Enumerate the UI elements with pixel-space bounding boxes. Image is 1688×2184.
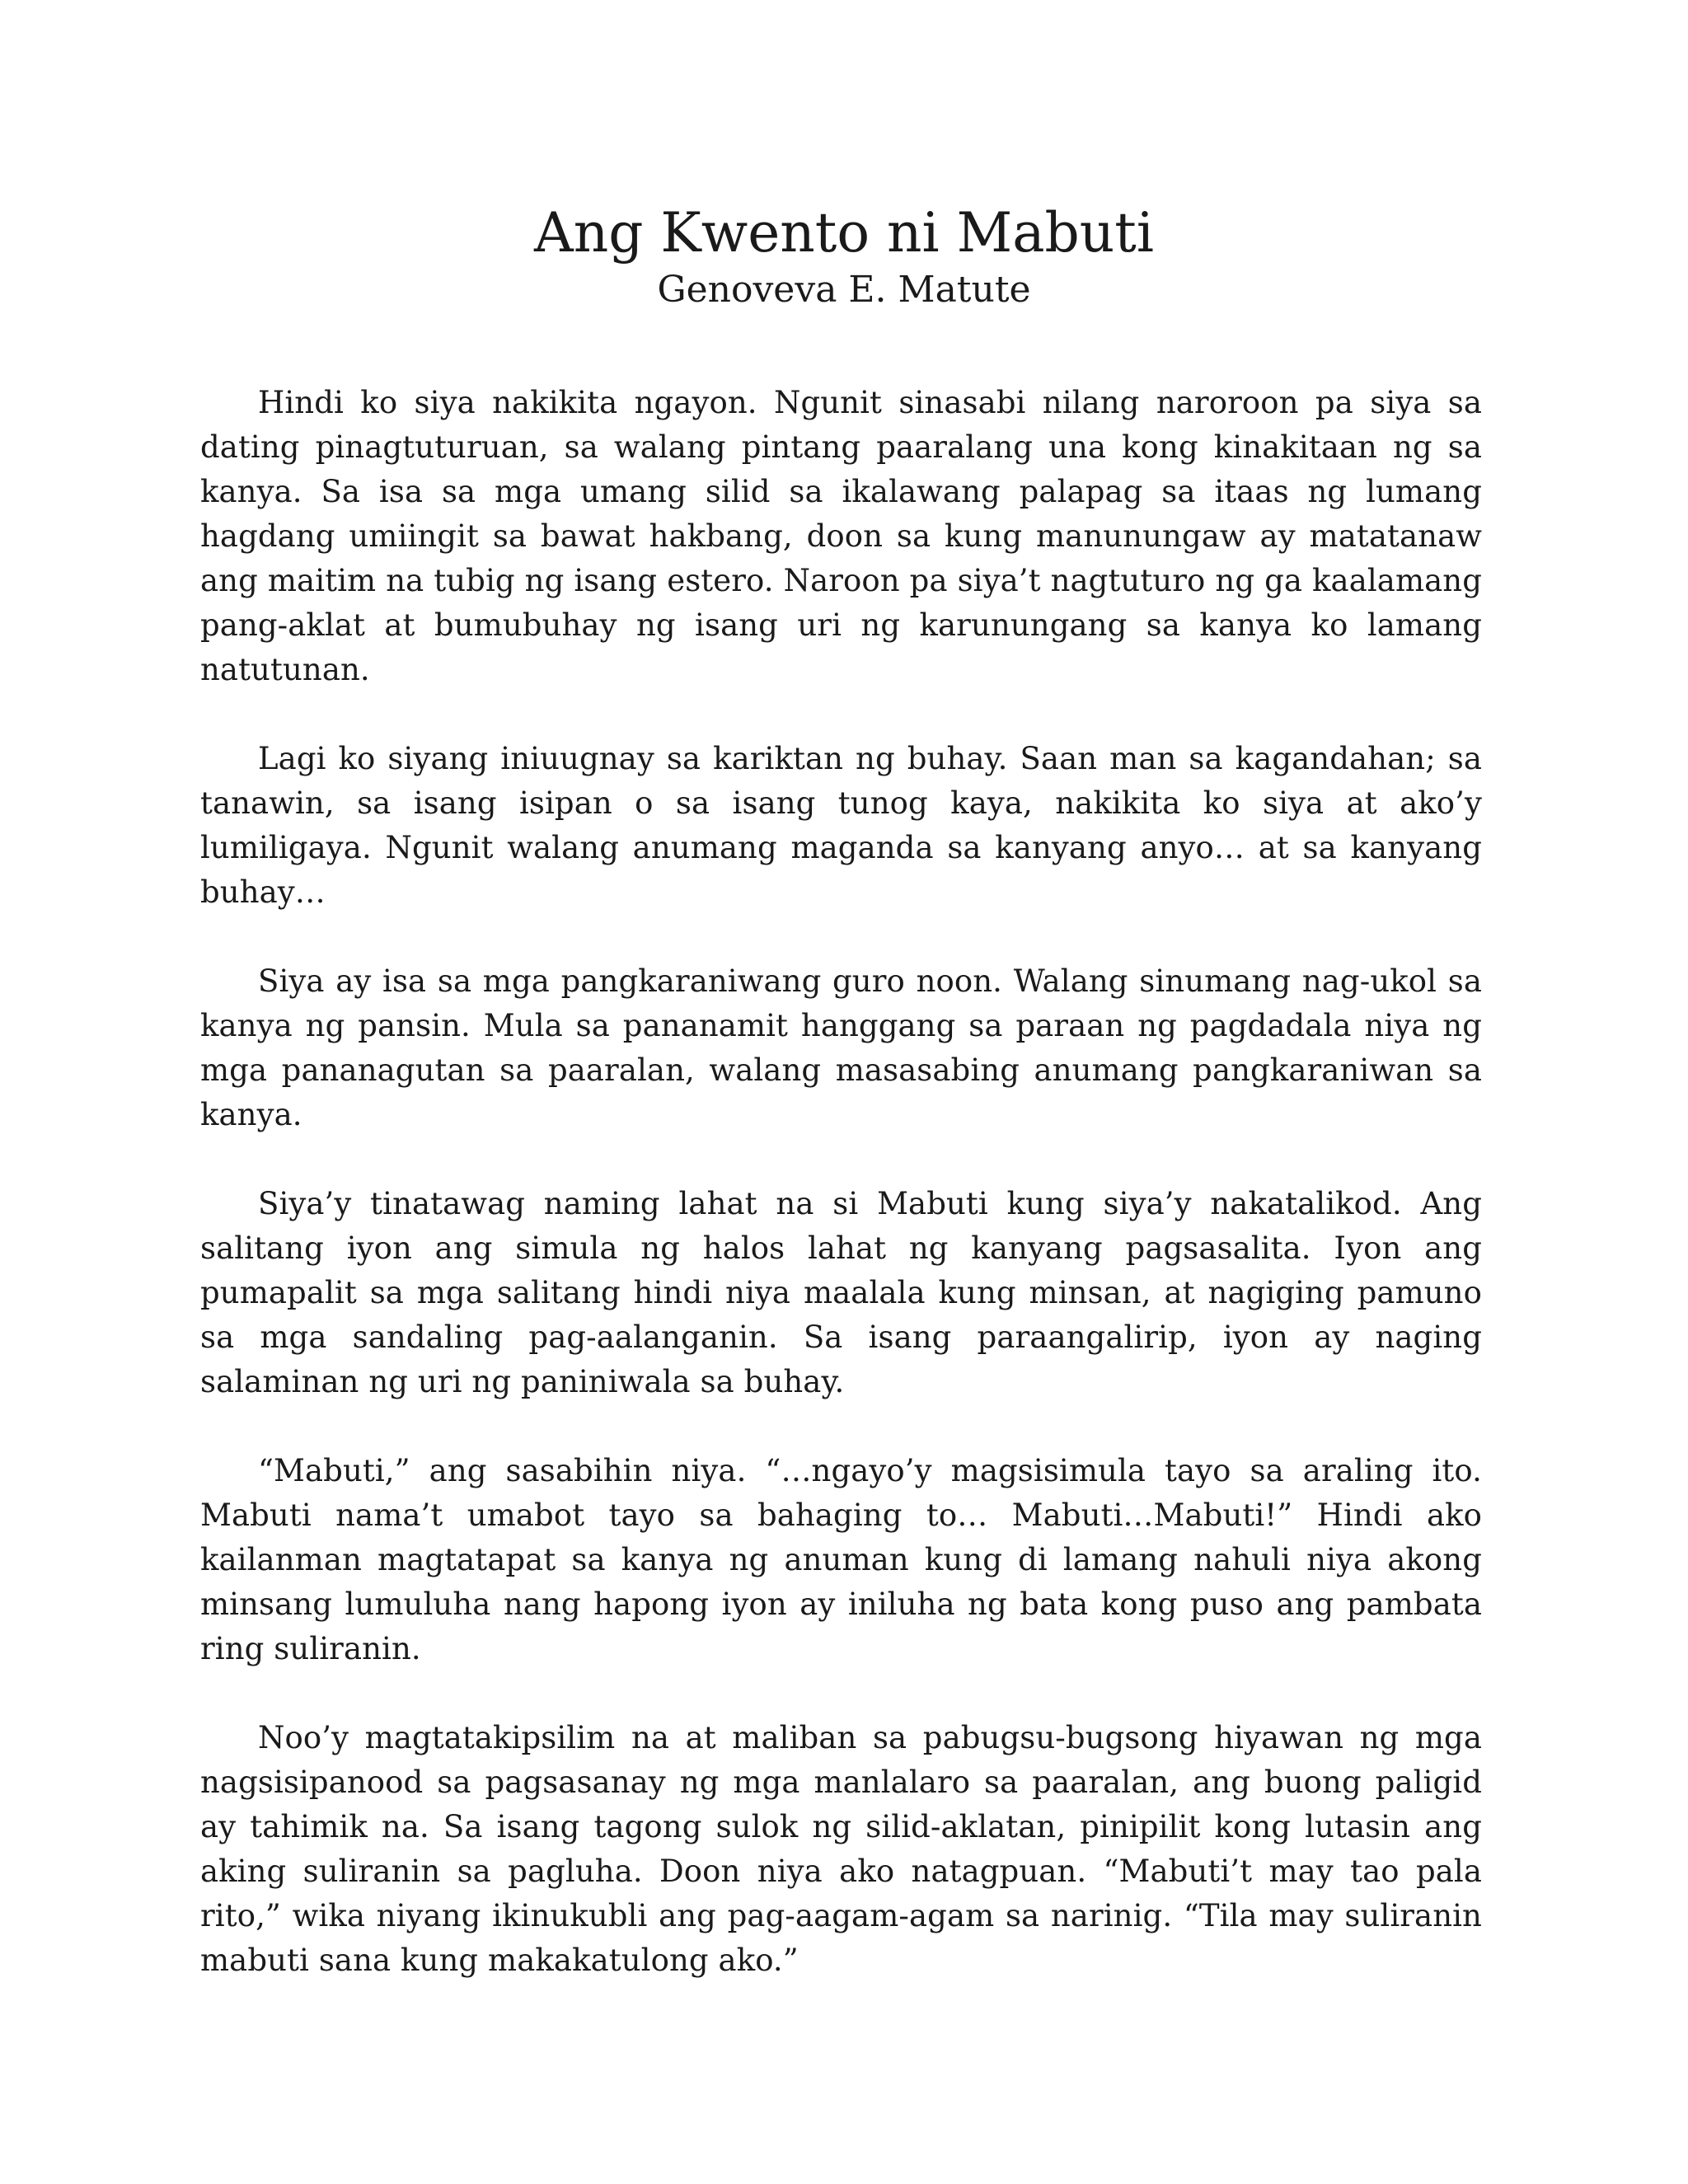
document-body bbox=[200, 381, 1482, 2027]
paragraph: “Mabuti,” ang sasabihin niya. “…ngayo’y magsisimula tayo sa araling ito. Mabuti nama’t umabot tayo sa bahaging to… Mabuti…Mabuti!” Hindi ako kailanman magtatapat sa kanya ng anuman kung di lamang nahuli niya akong minsang lumuluha nang hapong iyon ay iniluha ng bata kong puso ang pambata ring suliranin. bbox=[200, 1453, 1482, 1666]
paragraph: Siya’y tinatawag naming lahat na si Mabuti kung siya’y nakatalikod. Ang salitang iyon ang simula ng halos lahat ng kanyang pagsasalita. Iyon ang pumapalit sa mga salitang hindi niya maalala kung minsan, at nagiging pamuno sa mga sandaling pag-aalanganin. Sa isang paraangalirip, iyon ay naging salaminan ng uri ng paniniwala sa buhay. bbox=[200, 1186, 1482, 1399]
paragraph: Lagi ko siyang iniuugnay sa kariktan ng buhay. Saan man sa kagandahan; sa tanawin, sa isang isipan o sa isang tunog kaya, nakikita ko siya at ako’y lumiligaya. Ngunit walang anumang maganda sa kanyang anyo… at sa kanyang buhay… bbox=[200, 741, 1482, 910]
paragraph: Hindi ko siya nakikita ngayon. Ngunit sinasabi nilang naroroon pa siya sa dating pinagtuturuan, sa walang pintang paaralang una kong kinakitaan ng sa kanya. Sa isa sa mga umang silid sa ikalawang palapag sa itaas ng lumang hagdang umiingit sa bawat hakbang, doon sa kung manunungaw ay matatanaw ang maitim na tubig ng isang estero. Naroon pa siya’t nagtuturo ng ga kaalamang pang-aklat at bumubuhay ng isang uri ng karunungang sa kanya ko lamang natutunan. bbox=[200, 385, 1482, 687]
paragraph: Siya ay isa sa mga pangkaraniwang guro noon. Walang sinumang nag-ukol sa kanya ng pansin. Mula sa pananamit hanggang sa paraan ng pagdadala niya ng mga pananagutan sa paaralan, walang masasabing anumang pangkaraniwan sa kanya. bbox=[200, 963, 1482, 1132]
paragraph: Noo’y magtatakipsilim na at maliban sa pabugsu-bugsong hiyawan ng mga nagsisipanood sa pagsasanay ng mga manlalaro sa paaralan, ang buong paligid ay tahimik na. Sa isang tagong sulok ng silid-aklatan, pinipilit kong lutasin ang aking suliranin sa pagluha. Doon niya ako natagpuan. “Mabuti’t may tao pala rito,” wika niyang ikinukubli ang pag-aagam-agam sa narinig. “Tila may suliranin mabuti sana kung makakatulong ako.” bbox=[200, 1720, 1482, 1978]
document-author: Genoveva E. Matute bbox=[657, 269, 1031, 311]
document-title: Ang Kwento ni Mabuti bbox=[534, 201, 1154, 265]
